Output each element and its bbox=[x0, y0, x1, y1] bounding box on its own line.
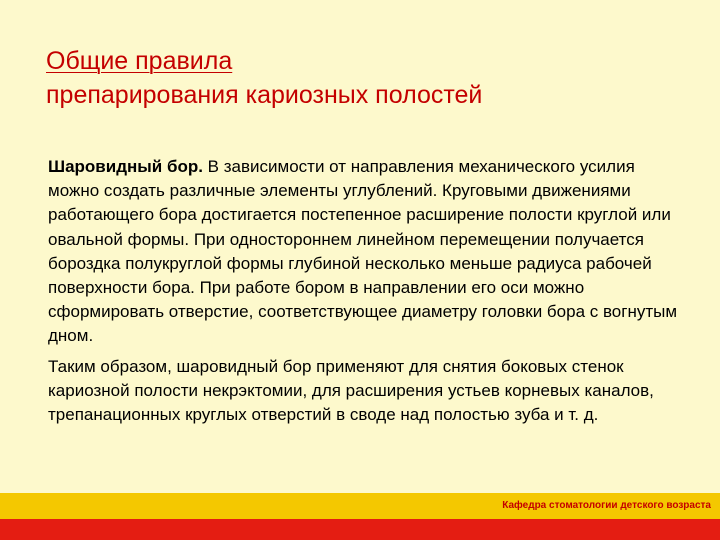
footer-department-label: Кафедра стоматологии детского возраста bbox=[502, 500, 711, 511]
paragraph-1-lead: Шаровидный бор. bbox=[48, 157, 203, 176]
footer-band-red bbox=[0, 519, 720, 540]
paragraph-2: Таким образом, шаровидный бор применяют для снятия боковых стенок кариозной полости некрэктомии, для расширения устьев корневых каналов, трепанационных круглых отверстий в своде над полостью зуба и т. д. bbox=[48, 356, 654, 425]
paragraph-1-text: В зависимости от направления механического усилия можно создать различные элементы углублений. Круговыми движениями работающего бора достигается постепенное расширение полости круглой или овальной формы. При одностороннем линейном перемещении получается бороздка полукруглой формы глубиной несколько меньше радиуса рабочей поверхности бора. При работе бором в направлении его оси можно сформировать отверстие, соответствующее диаметру головки бора с вогнутым дном. bbox=[48, 157, 678, 346]
title-line-2: препарирования кариозных полостей bbox=[46, 81, 483, 109]
slide-title bbox=[46, 44, 686, 112]
slide-body bbox=[48, 155, 688, 427]
title-line-1: Общие правила bbox=[46, 47, 233, 75]
paragraph-1 bbox=[48, 155, 688, 349]
